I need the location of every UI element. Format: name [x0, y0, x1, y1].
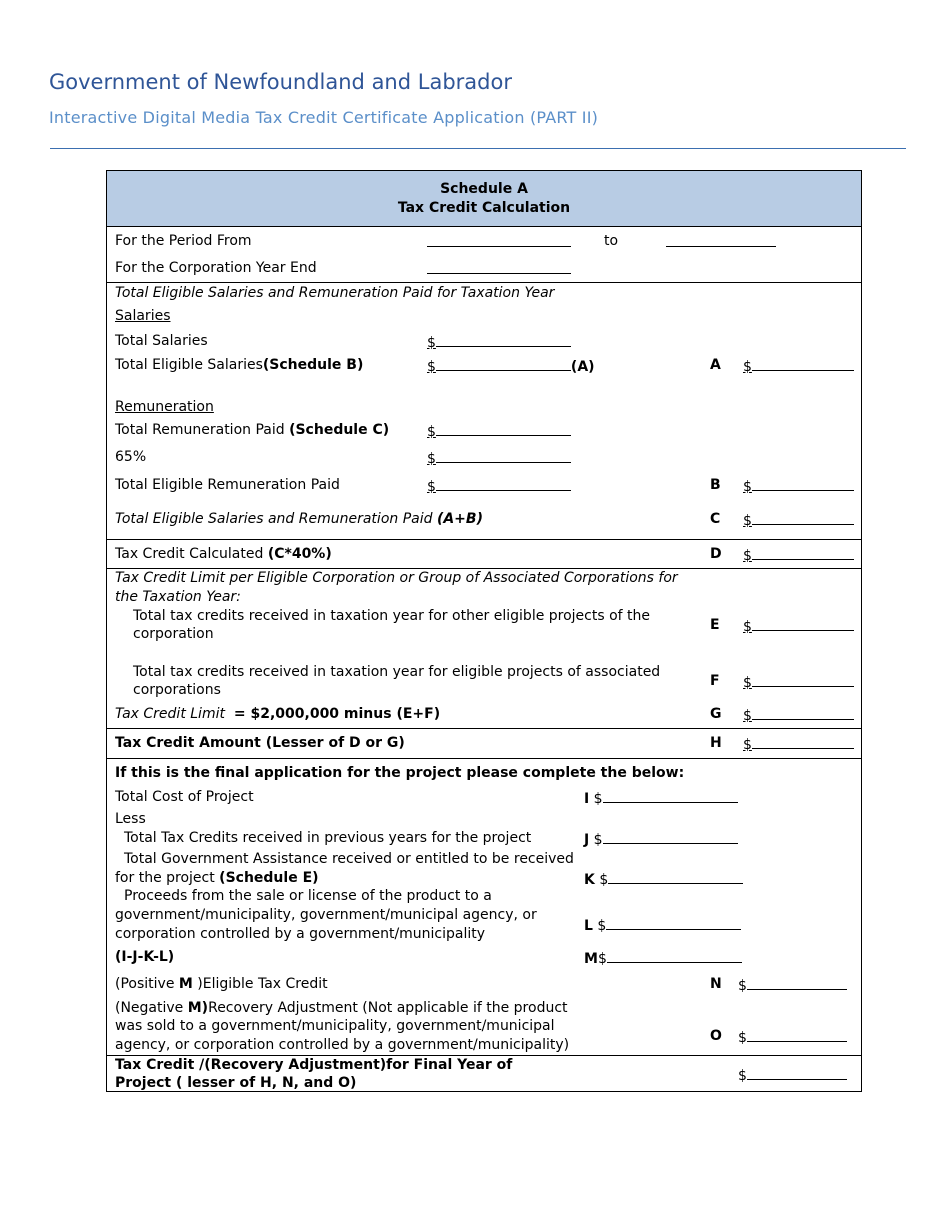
schedule-title: Schedule A — [440, 181, 528, 197]
year-end-label: For the Corporation Year End — [115, 260, 317, 276]
ijkl-label: (I-J-K-L) — [115, 949, 175, 965]
negative-m-label-cont2: agency, or corporation controlled by a government/municipality) — [115, 1037, 570, 1053]
gov-assistance-label-cont: for the project (Schedule E) — [115, 870, 319, 886]
schedule-subtitle: Tax Credit Calculation — [397, 200, 571, 216]
header-rule — [50, 148, 906, 149]
final-credit-field[interactable]: $ — [738, 1066, 847, 1085]
line-f-field[interactable]: $ — [743, 673, 854, 692]
line-j-field[interactable]: J $ — [584, 830, 738, 849]
eligible-remuneration-label: Total Eligible Remuneration Paid — [115, 477, 340, 493]
limit-heading: Tax Credit Limit per Eligible Corporation or Group of Associated Corporations for — [115, 570, 678, 586]
row-divider — [106, 568, 862, 569]
proceeds-label: Proceeds from the sale or license of the product to a — [124, 888, 492, 904]
row-divider — [106, 758, 862, 759]
row-divider — [106, 226, 862, 227]
final-credit-label: Tax Credit /(Recovery Adjustment)for Final Year of — [115, 1057, 513, 1073]
salaries-section-heading: Total Eligible Salaries and Remuneration Paid for Taxation Year — [115, 285, 555, 301]
remuneration-paid-field[interactable]: $ — [427, 422, 571, 441]
year-end-field[interactable] — [427, 260, 571, 279]
previous-credits-label: Total Tax Credits received in previous years for the project — [124, 830, 532, 846]
combined-label: Total Eligible Salaries and Remuneration Paid (A+B) — [115, 511, 483, 527]
line-e-desc-cont: corporation — [133, 626, 214, 642]
eligible-salaries-field[interactable]: $ (A) — [427, 359, 595, 375]
line-k-field[interactable]: K $ — [584, 870, 743, 889]
eligible-salaries-label: Total Eligible Salaries(Schedule B) — [115, 357, 364, 373]
line-g-label: G — [710, 706, 722, 722]
line-f-desc: Total tax credits received in taxation year for eligible projects of associated — [133, 664, 661, 680]
line-g-field[interactable]: $ — [743, 706, 854, 725]
line-b-field[interactable]: $ — [743, 477, 854, 496]
total-cost-label: Total Cost of Project — [115, 789, 254, 805]
application-subtitle: Interactive Digital Media Tax Credit Certificate Application (PART II) — [49, 108, 599, 127]
negative-m-label-cont: was sold to a government/municipality, government/municipal — [115, 1018, 555, 1034]
line-l-field[interactable]: L $ — [584, 916, 741, 935]
proceeds-label-cont: government/municipality, government/municipal agency, or — [115, 907, 537, 923]
period-to-field[interactable] — [666, 233, 776, 252]
credit-amount-label: Tax Credit Amount (Lesser of D or G) — [115, 735, 405, 751]
line-a-label: A — [710, 357, 721, 373]
line-d-label: D — [710, 546, 722, 562]
government-title: Government of Newfoundland and Labrador — [49, 70, 512, 94]
line-i-field[interactable]: I $ — [584, 789, 738, 808]
line-d-field[interactable]: $ — [743, 546, 854, 565]
line-e-desc: Total tax credits received in taxation year for other eligible projects of the — [133, 608, 651, 624]
proceeds-label-cont2: corporation controlled by a government/municipality — [115, 926, 486, 942]
gov-assistance-label: Total Government Assistance received or entitled to be received — [124, 851, 574, 867]
line-a-field[interactable]: $ — [743, 357, 854, 376]
positive-m-label: (Positive M )Eligible Tax Credit — [115, 976, 328, 992]
period-from-label: For the Period From — [115, 233, 252, 249]
sixty-five-percent-label: 65% — [115, 449, 147, 465]
sixty-five-percent-field[interactable]: $ — [427, 449, 571, 468]
line-c-field[interactable]: $ — [743, 511, 854, 530]
row-divider — [106, 282, 862, 283]
credit-calculated-label: Tax Credit Calculated (C*40%) — [115, 546, 332, 562]
line-m-field[interactable]: M$ — [584, 949, 742, 968]
line-n-label: N — [710, 976, 722, 992]
salaries-heading: Salaries — [115, 308, 171, 324]
line-o-field[interactable]: $ — [738, 1028, 847, 1047]
limit-heading-cont: the Taxation Year: — [115, 589, 241, 605]
total-salaries-field[interactable]: $ — [427, 333, 571, 352]
total-salaries-label: Total Salaries — [115, 333, 208, 349]
less-label: Less — [115, 811, 146, 827]
line-c-label: C — [710, 511, 721, 527]
final-credit-label-cont: Project ( lesser of H, N, and O) — [115, 1075, 357, 1091]
line-n-field[interactable]: $ — [738, 976, 847, 995]
line-e-field[interactable]: $ — [743, 617, 854, 636]
final-application-heading: If this is the final application for the project please complete the below: — [115, 765, 685, 781]
row-divider — [106, 1055, 862, 1056]
remuneration-heading: Remuneration — [115, 399, 214, 415]
negative-m-label: (Negative M)Recovery Adjustment (Not applicable if the product — [115, 1000, 568, 1016]
period-to-label: to — [604, 233, 619, 249]
line-f-label: F — [710, 673, 720, 689]
line-o-label: O — [710, 1028, 722, 1044]
line-b-label: B — [710, 477, 721, 493]
line-f-desc-cont: corporations — [133, 682, 221, 698]
remuneration-paid-label: Total Remuneration Paid (Schedule C) — [115, 422, 390, 438]
line-h-field[interactable]: $ — [743, 735, 854, 754]
period-from-field[interactable] — [427, 233, 571, 252]
row-divider — [106, 728, 862, 729]
line-e-label: E — [710, 617, 720, 633]
limit-formula-label: Tax Credit Limit = $2,000,000 minus (E+F) — [115, 706, 441, 722]
line-h-label: H — [710, 735, 722, 751]
row-divider — [106, 539, 862, 540]
eligible-remuneration-field[interactable]: $ — [427, 477, 571, 496]
